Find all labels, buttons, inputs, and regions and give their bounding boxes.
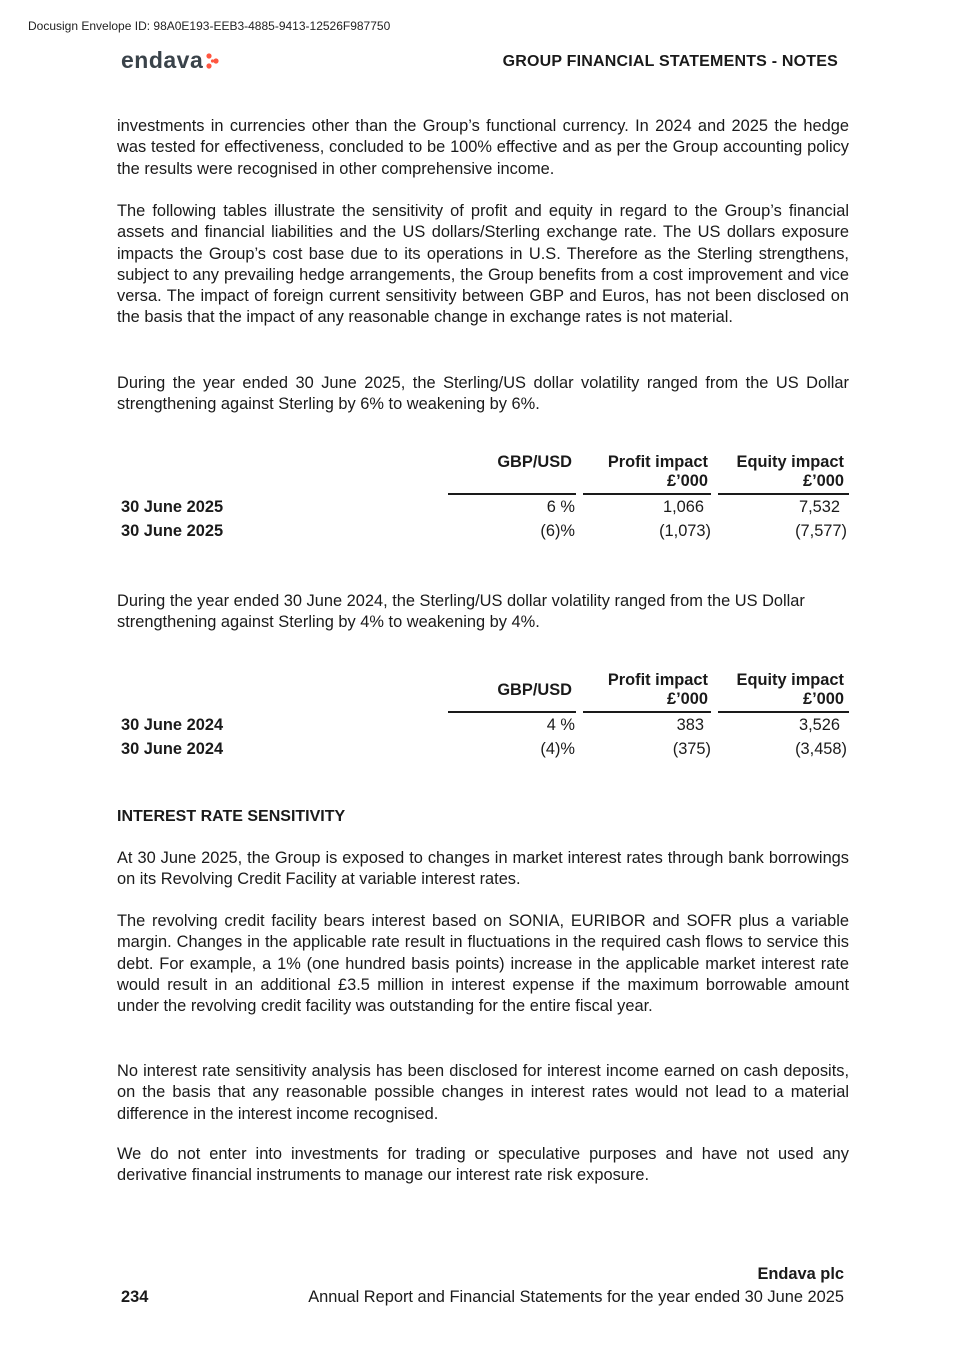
endava-mark-icon — [206, 53, 220, 69]
row-label: 30 June 2025 — [121, 498, 224, 516]
page-number: 234 — [121, 1288, 149, 1306]
header-profit-impact: Profit impact £’000 — [607, 453, 708, 490]
header-rule — [448, 493, 576, 495]
cell-profit: 383 — [676, 716, 704, 734]
paragraph-interest-income: No interest rate sensitivity analysis has been disclosed for interest income earned on cash deposits, on the basis that any reasonable possible changes in interest rates would not lead to a material difference in the interest income recognised. — [117, 1062, 849, 1123]
header-rule — [448, 711, 576, 713]
header-gbp-usd: GBP/USD — [497, 453, 572, 471]
header-equity-impact: Equity impact £’000 — [736, 453, 844, 490]
header-rule — [583, 493, 711, 495]
cell-equity: 7,532 — [798, 498, 840, 516]
endava-logo — [121, 47, 220, 74]
logo-text: endava — [121, 47, 204, 73]
interest-rate-heading: INTEREST RATE SENSITIVITY — [117, 808, 346, 825]
header-rule — [718, 493, 849, 495]
header-profit-impact: Profit impact £’000 — [607, 671, 708, 708]
header-rule — [583, 711, 711, 713]
paragraph-volatility-2025: During the year ended 30 June 2025, the Sterling/US dollar volatility ranged from the US Dollar strengthening against Sterling by 6% to weakening by 6%. — [117, 374, 849, 414]
cell-equity: 3,526 — [798, 716, 840, 734]
header-rule — [718, 711, 849, 713]
row-label: 30 June 2024 — [121, 716, 224, 734]
cell-profit: 1,066 — [662, 498, 704, 516]
paragraph-interest-exposure: At 30 June 2025, the Group is exposed to changes in market interest rates through bank borrowings on its Revolving Credit Facility at variable interest rates. — [117, 849, 849, 889]
section-title: GROUP FINANCIAL STATEMENTS - NOTES — [502, 53, 838, 70]
cell-gbp-usd: (6)% — [540, 522, 575, 540]
cell-profit: (1,073) — [659, 522, 711, 540]
paragraph-volatility-2024: During the year ended 30 June 2024, the Sterling/US dollar volatility ranged from the US Dollar strengthening against Sterling by 4% to weakening by 4%. — [117, 592, 805, 632]
envelope-id: Docusign Envelope ID: 98A0E193-EEB3-4885-9413-12526F987750 — [28, 19, 391, 33]
cell-equity: (3,458) — [795, 740, 847, 758]
header-equity-impact: Equity impact £’000 — [736, 671, 844, 708]
paragraph-hedge: investments in currencies other than the Group’s functional currency. In 2024 and 2025 the hedge was tested for effectiveness, concluded to be 100% effective and as per the Group accounting policy the results were recognised in other comprehensive income. — [117, 117, 849, 178]
fx-sensitivity-table-2024 — [117, 670, 849, 765]
fx-sensitivity-table-2025 — [117, 452, 849, 547]
cell-profit: (375) — [672, 740, 711, 758]
header-gbp-usd: GBP/USD — [497, 681, 572, 699]
cell-equity: (7,577) — [795, 522, 847, 540]
cell-gbp-usd: 4 % — [546, 716, 575, 734]
paragraph-revolving-credit: The revolving credit facility bears interest based on SONIA, EURIBOR and SOFR plus a variable margin. Changes in the applicable rate result in fluctuations in the required cash flows to service this debt. For example, a 1% (one hundred basis points) increase in the applicable market interest rate would result in an additional £3.5 million in interest expense if the maximum borrowable amount under the revolving credit facility was outstanding for the entire fiscal year. — [117, 912, 849, 1016]
row-label: 30 June 2025 — [121, 522, 224, 540]
paragraph-no-derivatives: We do not enter into investments for trading or speculative purposes and have not used any derivative financial instruments to manage our interest rate risk exposure. — [117, 1145, 849, 1185]
footer-company: Endava plc — [757, 1265, 844, 1283]
cell-gbp-usd: 6 % — [546, 498, 575, 516]
paragraph-sensitivity-intro: The following tables illustrate the sensitivity of profit and equity in regard to the Group’s financial assets and financial liabilities and the US dollars/Sterling exchange rate. The US dollars exposure impacts the Group’s cost base due to its operations in U.S. Therefore as the Sterling strengthens, subject to any prevailing hedge arrangements, the Group benefits from a cost improvement and vice versa. The impact of foreign current sensitivity between GBP and Euros, has not been disclosed on the basis that the impact of any reasonable change in exchange rates is not material. — [117, 202, 849, 327]
row-label: 30 June 2024 — [121, 740, 224, 758]
cell-gbp-usd: (4)% — [540, 740, 575, 758]
footer-description: Annual Report and Financial Statements for the year ended 30 June 2025 — [308, 1288, 844, 1306]
